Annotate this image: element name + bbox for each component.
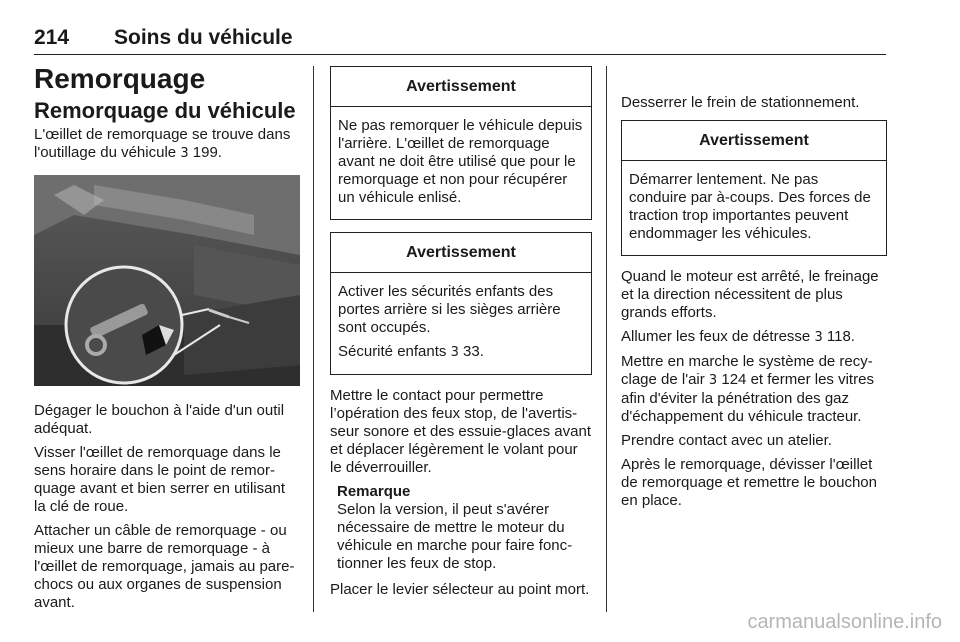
paragraph: Mettre le contact pour permettre l’opération des feux stop, de l'avertisseur sonore et des essuie-glaces avant et déplacer légèrement le volant pour le déverrouiller. xyxy=(330,387,591,476)
subheading: Remorquage du véhicule xyxy=(34,98,296,123)
paragraph: Attacher un câble de remorquage - ou mieux une barre de remorquage - à l'œillet de remorquage, jamais au pare-chocs ou aux organes de suspension avant. xyxy=(34,522,295,611)
warning-text: Activer les sécurités enfants des portes arrière si les sièges arrière sont occupés. xyxy=(338,283,561,336)
paragraph: Visser l'œillet de remorquage dans le sens horaire dans le point de remorquage avant et bien serrer en utilisant la clé de roue. xyxy=(34,444,285,515)
warning-text: Ne pas remorquer le véhicule depuis l'arrière. L'œillet de remorquage avant ne doit être utilisé que pour le remorquage et non pour récupérer un véhicule enlisé. xyxy=(338,117,583,206)
paragraph: Allumer les feux de détresse 3 118. xyxy=(621,328,855,345)
paragraph: Desserrer le frein de stationnement. xyxy=(621,94,860,111)
warning-title: Avertissement xyxy=(331,233,591,273)
warning-box xyxy=(621,120,887,256)
page-ref[interactable]: 118. xyxy=(826,328,855,345)
column-1 xyxy=(34,62,300,618)
column-divider xyxy=(313,66,314,612)
warning-title: Avertissement xyxy=(331,67,591,107)
paragraph: Dégager le bouchon à l'aide d'un outil adéquat. xyxy=(34,402,285,437)
warning-ref: Sécurité enfants 3 33. xyxy=(338,343,484,360)
warning-box xyxy=(330,66,592,220)
warning-text: Démarrer lentement. Ne pas conduire par à-coups. Des forces de traction trop importantes peuvent endommager les véhicules. xyxy=(629,171,871,242)
paragraph: Après le remorquage, dévisser l'œillet de remorquage et remettre le bouchon en place. xyxy=(621,456,877,509)
watermark: carmanualsonline.info xyxy=(747,611,942,633)
paragraph: Mettre en marche le système de recyclage de l'air 3 124 et fermer les vitres afin d'éviter la pénétration des gaz d'échappement du véhicule tracteur. xyxy=(621,353,874,425)
page-ref[interactable]: 33. xyxy=(463,343,484,360)
page-ref-icon: 3 xyxy=(814,330,823,345)
page-ref-icon: 3 xyxy=(708,373,718,388)
page-ref[interactable]: 124 xyxy=(721,371,747,388)
page-header xyxy=(34,26,886,55)
column-divider xyxy=(606,66,607,612)
column-2 xyxy=(330,66,592,605)
warning-box xyxy=(330,232,592,375)
note-box xyxy=(337,483,592,573)
warning-title: Avertissement xyxy=(622,121,886,161)
intro-paragraph: L'œillet de remorquage se trouve dans l'outillage du véhicule 3 199. xyxy=(34,126,291,161)
note-text: Selon la version, il peut s'avérer nécessaire de mettre le moteur du véhicule en marche pour faire fonctionner les feux de stop. xyxy=(337,501,573,572)
page-ref-icon: 3 xyxy=(180,146,189,161)
note-title: Remarque xyxy=(337,483,411,500)
page-ref-icon: 3 xyxy=(450,345,459,360)
paragraph: Placer le levier sélecteur au point mort. xyxy=(330,581,590,598)
page-ref[interactable]: 199. xyxy=(192,144,222,161)
section-title: Soins du véhicule xyxy=(114,26,293,49)
paragraph: Prendre contact avec un atelier. xyxy=(621,432,832,449)
towing-eye-photo xyxy=(34,175,300,386)
page-heading: Remorquage xyxy=(34,63,206,94)
paragraph: Quand le moteur est arrêté, le freinage et la direction nécessitent de plus grands efforts. xyxy=(621,268,879,321)
page-number: 214 xyxy=(34,26,70,49)
column-3 xyxy=(621,94,887,516)
